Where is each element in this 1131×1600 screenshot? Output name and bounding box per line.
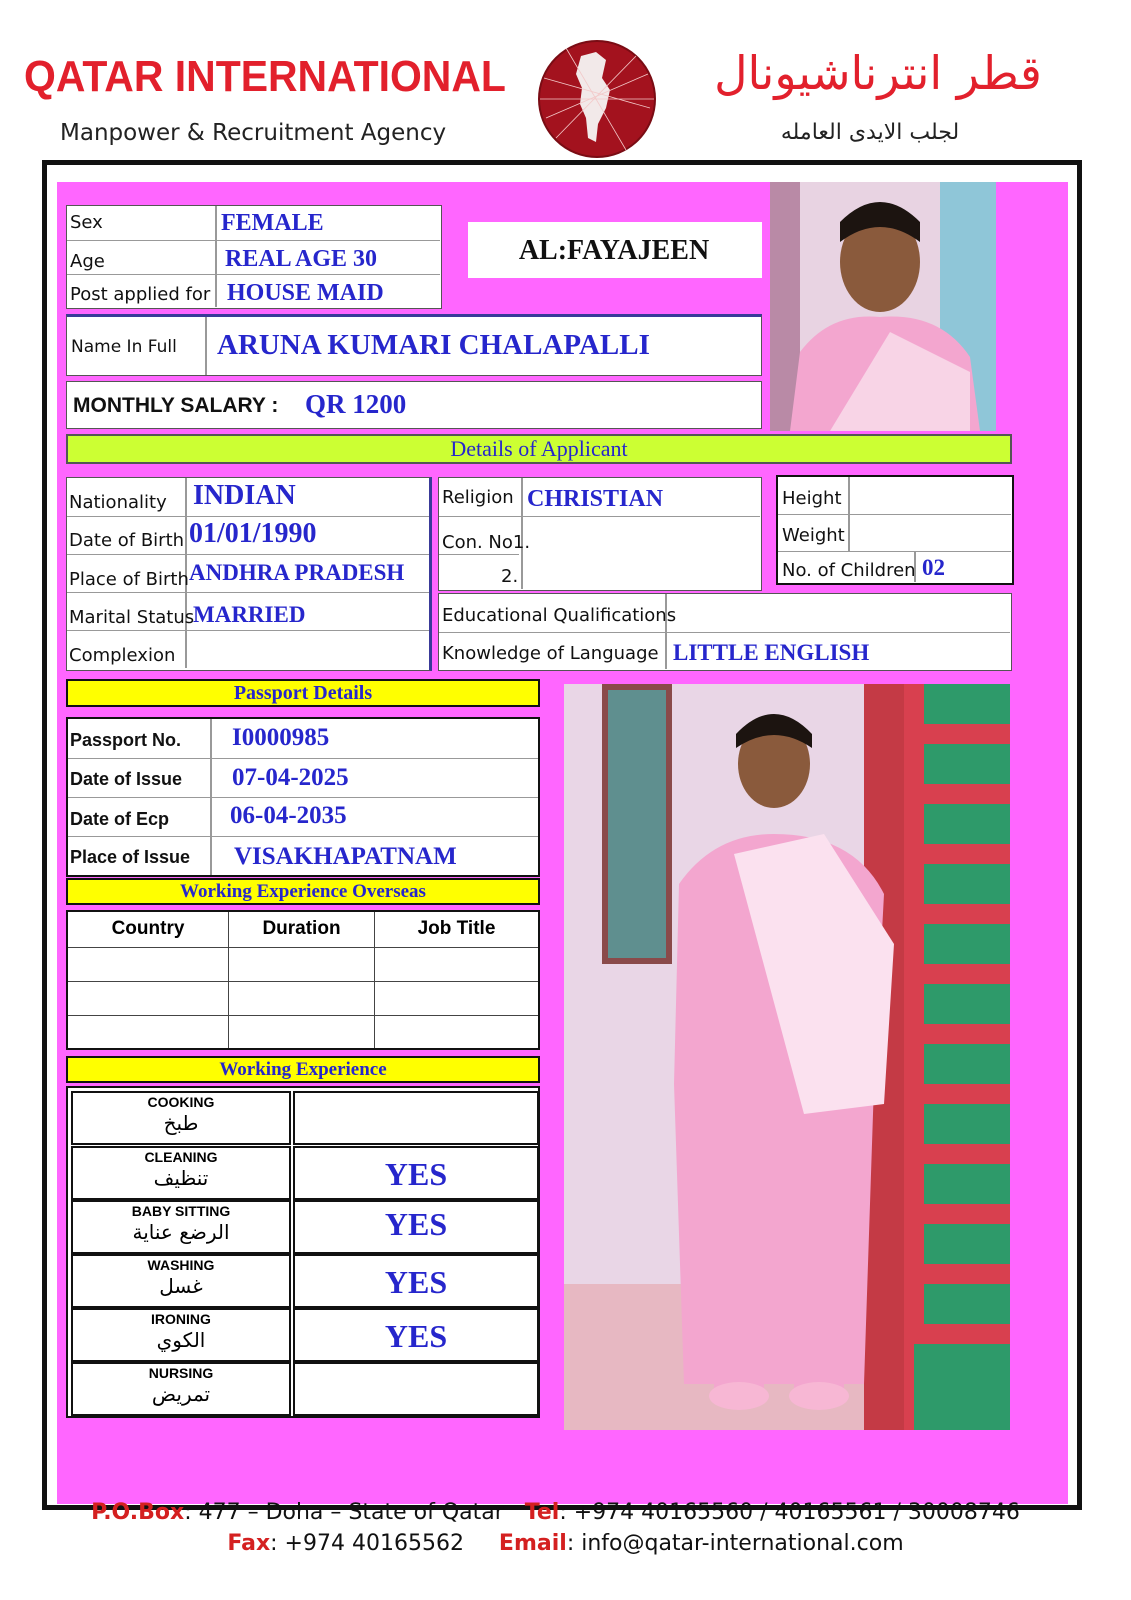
globe-logo xyxy=(536,38,658,160)
dob-value: 01/01/1990 xyxy=(189,518,317,549)
post-label: Post applied for xyxy=(70,284,211,305)
sex-label: Sex xyxy=(70,212,103,233)
education-language-box xyxy=(438,593,1012,671)
table-row xyxy=(67,1015,539,1049)
nationality-label: Nationality xyxy=(69,492,167,513)
skill-name: NURSING xyxy=(148,1365,214,1381)
pobox-value: : 477 – Doha – State of Qatar xyxy=(184,1500,504,1525)
salary-label: MONTHLY SALARY : xyxy=(73,394,279,417)
tel-label: Tel xyxy=(524,1500,560,1525)
passport-box xyxy=(66,717,540,877)
duration-cell xyxy=(229,981,375,1015)
passport-number-value: I0000985 xyxy=(232,724,330,751)
children-label: No. of Children xyxy=(782,560,916,581)
skill-row-ironing xyxy=(71,1308,535,1360)
table-row xyxy=(67,981,539,1015)
skill-name-arabic: الرضع عناية xyxy=(132,1220,230,1244)
skill-name-arabic: غسل xyxy=(159,1274,203,1298)
personal-details-box xyxy=(66,477,432,671)
agency-code: AL:FAYAJEEN xyxy=(518,235,710,266)
passport-section-title: Passport Details xyxy=(66,679,540,707)
passport-expiry-value: 06-04-2035 xyxy=(230,802,347,829)
physical-details-box xyxy=(776,475,1014,585)
skill-name: CLEANING xyxy=(144,1149,218,1165)
skill-name-arabic: تنظيف xyxy=(153,1166,209,1190)
skill-name-arabic: طبخ xyxy=(163,1111,199,1135)
contact2-label: 2. xyxy=(501,566,519,587)
skills-table xyxy=(66,1086,540,1418)
duration-cell xyxy=(229,947,375,981)
skill-name: WASHING xyxy=(147,1257,215,1273)
basic-info-box xyxy=(66,205,442,309)
passport-expiry-label: Date of Ecp xyxy=(70,809,170,829)
brand-name-arabic: قطر انترناشيونال xyxy=(714,46,1042,100)
email-value: : info@qatar-international.com xyxy=(566,1531,904,1556)
height-label: Height xyxy=(782,488,842,509)
name-box xyxy=(66,314,762,376)
country-cell xyxy=(67,947,229,981)
sex-value: FEMALE xyxy=(221,210,324,236)
email-label: Email xyxy=(498,1531,567,1556)
brand-tagline-arabic: لجلب الايدى العامله xyxy=(780,120,960,145)
details-section-title: Details of Applicant xyxy=(66,434,1012,464)
language-value: LITTLE ENGLISH xyxy=(673,640,870,665)
skill-name-arabic: الكوي xyxy=(156,1328,206,1352)
job-title-cell xyxy=(375,947,540,981)
fax-label: Fax xyxy=(227,1531,271,1556)
skill-value: YES xyxy=(384,1318,448,1354)
footer-contact-line xyxy=(0,1531,1131,1556)
brand-name-english: QATAR INTERNATIONAL xyxy=(24,52,506,101)
skill-row-washing xyxy=(71,1254,535,1306)
children-value: 02 xyxy=(922,555,945,580)
passport-number-label: Passport No. xyxy=(70,730,182,750)
footer-address-line xyxy=(0,1500,1121,1525)
marital-label: Marital Status xyxy=(69,607,195,628)
job-title-cell xyxy=(375,1015,540,1049)
pob-label: Place of Birth xyxy=(69,569,189,590)
skill-name: COOKING xyxy=(147,1094,215,1110)
name-label: Name In Full xyxy=(71,337,177,357)
passport-issue-value: 07-04-2025 xyxy=(232,764,349,791)
skill-value: YES xyxy=(384,1206,448,1242)
weight-label: Weight xyxy=(782,525,845,546)
job-title-cell xyxy=(375,981,540,1015)
country-cell xyxy=(67,1015,229,1049)
brand-tagline-english: Manpower & Recruitment Agency xyxy=(60,120,447,146)
agency-code-box xyxy=(468,222,762,278)
age-label: Age xyxy=(70,251,105,272)
passport-issue-label: Date of Issue xyxy=(70,769,183,789)
post-value: HOUSE MAID xyxy=(227,280,384,306)
salary-value: QR 1200 xyxy=(305,389,407,419)
skill-row-cooking xyxy=(71,1091,535,1143)
skill-name: IRONING xyxy=(151,1311,211,1327)
skill-value: YES xyxy=(384,1264,448,1300)
overseas-section-title: Working Experience Overseas xyxy=(66,878,540,905)
overseas-experience-table xyxy=(66,910,540,1050)
duration-header: Duration xyxy=(229,911,375,947)
religion-contact-box xyxy=(438,477,762,591)
applicant-portrait-photo xyxy=(770,182,996,431)
marital-value: MARRIED xyxy=(193,602,306,627)
passport-place-value: VISAKHAPATNAM xyxy=(234,843,457,870)
dob-label: Date of Birth xyxy=(69,530,185,551)
age-value: REAL AGE 30 xyxy=(225,246,378,272)
country-header: Country xyxy=(67,911,229,947)
salary-box xyxy=(66,381,762,429)
education-label: Educational Qualifications xyxy=(442,605,677,626)
skill-name-arabic: تمريض xyxy=(151,1382,211,1406)
job-title-header: Job Title xyxy=(375,911,540,947)
religion-label: Religion xyxy=(442,487,514,508)
skill-row-baby-sitting xyxy=(71,1200,535,1252)
pobox-label: P.O.Box xyxy=(91,1500,185,1525)
duration-cell xyxy=(229,1015,375,1049)
language-label: Knowledge of Language xyxy=(442,643,659,664)
name-value: ARUNA KUMARI CHALAPALLI xyxy=(217,329,650,361)
table-row xyxy=(67,947,539,981)
contact1-label: Con. No1. xyxy=(442,532,531,553)
religion-value: CHRISTIAN xyxy=(527,486,664,512)
nationality-value: INDIAN xyxy=(193,480,296,511)
applicant-full-length-photo xyxy=(564,684,1010,1430)
tel-value: : +974 40165560 / 40165561 / 30008746 xyxy=(559,1500,1020,1525)
skill-name: BABY SITTING xyxy=(131,1203,231,1219)
country-cell xyxy=(67,981,229,1015)
skill-row-cleaning xyxy=(71,1146,535,1198)
passport-place-label: Place of Issue xyxy=(70,847,191,867)
complexion-label: Complexion xyxy=(69,645,176,666)
pob-value: ANDHRA PRADESH xyxy=(189,560,405,585)
skill-row-nursing xyxy=(71,1362,535,1414)
fax-value: : +974 40165562 xyxy=(270,1531,464,1556)
experience-section-title: Working Experience xyxy=(66,1056,540,1083)
skill-value: YES xyxy=(384,1156,448,1192)
